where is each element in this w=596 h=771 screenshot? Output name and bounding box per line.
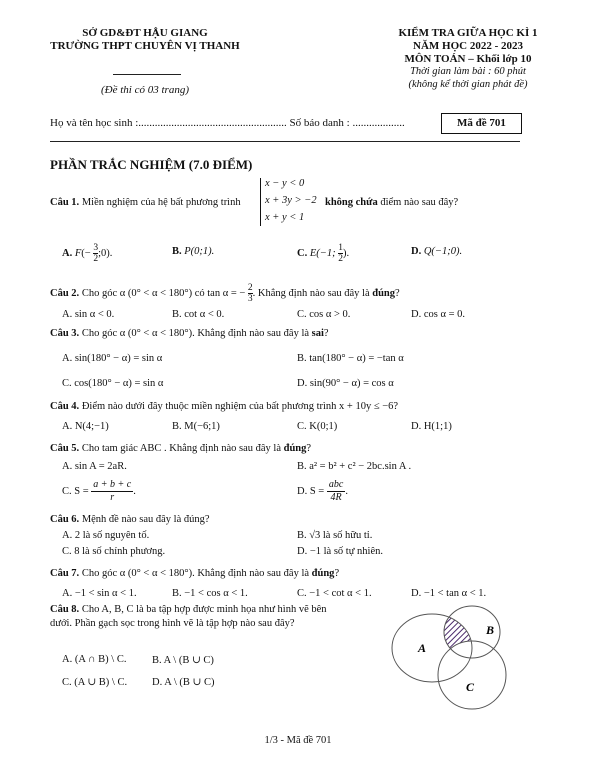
header-divider-left [113, 74, 181, 75]
q1-a-den: 2 [93, 254, 99, 264]
q1-option-b-text: P(0;1). [184, 246, 215, 257]
school-name: TRƯỜNG THPT CHUYÊN VỊ THANH [50, 40, 240, 52]
q6-number: Câu 6. [50, 514, 80, 525]
q5-c-den: r [110, 492, 115, 503]
q5-d-den: 4R [330, 492, 342, 503]
q3-option-b[interactable]: B. tan(180° − α) = −tan α [297, 353, 404, 364]
q3-number: Câu 3. [50, 328, 80, 339]
q1-ineq-2: x + 3y > −2 [265, 195, 317, 206]
q1-tail [325, 197, 458, 208]
q4-option-a[interactable]: A. N(4;−1) [62, 421, 109, 432]
page-footer: 1/3 - Mã đề 701 [264, 735, 332, 746]
q1-tail-text: điểm nào sau đây? [380, 197, 459, 208]
q5-c-num: a + b + c [93, 479, 132, 490]
subject: MÔN TOÁN – Khối lớp 10 [404, 53, 532, 65]
q4-option-b[interactable]: B. M(−6;1) [172, 421, 220, 432]
q2-bold: đúng [372, 287, 396, 299]
q4-number: Câu 4. [50, 401, 80, 412]
exam-code-box: Mã đề 701 [441, 113, 522, 134]
question-2 [50, 283, 400, 304]
q2-option-b[interactable]: B. cot α < 0. [172, 309, 225, 320]
q5-bold: đúng [283, 443, 307, 454]
q4-option-c[interactable]: C. K(0;1) [297, 421, 338, 432]
q7-number: Câu 7. [50, 568, 80, 579]
q6-text: Mệnh đề nào sau đây là đúng? [81, 514, 210, 525]
q5-number: Câu 5. [50, 443, 80, 454]
q1-option-a-pre: F [74, 247, 82, 259]
section-title: PHẦN TRẮC NGHIỆM (7.0 ĐIỂM) [50, 157, 253, 172]
q3-bold: sai [311, 328, 324, 339]
q5-option-a[interactable]: A. sin A = 2aR. [62, 461, 127, 472]
q1-a-suf: ;0). [98, 247, 113, 259]
q1-c-num: 1 [338, 243, 343, 253]
q1-ineq-1: x − y < 0 [265, 178, 305, 189]
question-4 [50, 401, 398, 412]
question-3 [50, 328, 329, 339]
q7-option-d[interactable]: D. −1 < tan α < 1. [411, 588, 487, 599]
q7-bold: đúng [311, 568, 335, 579]
q1-c-suf: ). [342, 247, 350, 259]
time-limit: Thời gian làm bài : 60 phút [410, 66, 526, 77]
q1-option-d[interactable]: D. Q(−1;0). [411, 246, 463, 257]
q1-ineq-3: x + y < 1 [265, 212, 305, 223]
q1-number: Câu 1. [50, 197, 80, 208]
time-note: (không kể thời gian phát đề) [408, 79, 528, 90]
q2-text2: . Khẳng định nào sau đây là [252, 287, 370, 299]
q1-bold: không chứa [325, 197, 378, 208]
student-info-line: Họ và tên học sinh :...................................................... Số báo danh : ................... [50, 117, 405, 129]
q8-option-b[interactable]: B. A \ (B ∪ C) [152, 655, 214, 666]
q2-end: ? [395, 287, 400, 299]
q2-num: 2 [247, 283, 253, 293]
q6-option-a[interactable]: A. 2 là số nguyên tố. [62, 530, 150, 541]
header-divider [50, 141, 520, 142]
q6-option-d[interactable]: D. −1 là số tự nhiên. [297, 546, 383, 557]
q8-text2: dưới. Phần gạch sọc trong hình vẽ là tập hợp nào sau đây? [50, 618, 295, 629]
school-year: NĂM HỌC 2022 - 2023 [413, 40, 523, 52]
q4-text: Điểm nào dưới đây thuộc miền nghiệm của bất phương trình x + 10y ≤ −6? [81, 401, 399, 412]
q7-option-b[interactable]: B. −1 < cos α < 1. [172, 588, 248, 599]
q2-option-c[interactable]: C. cos α > 0. [297, 309, 351, 320]
q7-text: Cho góc α (0° < α < 180°). Khẳng định nào sau đây là [81, 568, 310, 579]
venn-label-c: C [466, 680, 475, 694]
q7-option-a[interactable]: A. −1 < sin α < 1. [62, 588, 137, 599]
q5-option-d[interactable]: D. S = abc 4R . [297, 479, 348, 503]
q5-end: ? [306, 443, 312, 454]
venn-label-a: A [418, 641, 427, 655]
q3-option-c[interactable]: C. cos(180° − α) = sin α [62, 378, 164, 389]
venn-diagram [380, 598, 530, 720]
q1-option-b[interactable]: B. P(0;1). [172, 246, 215, 257]
q7-option-c[interactable]: C. −1 < cot α < 1. [297, 588, 372, 599]
q5-d-pre: D. S = [297, 485, 325, 497]
q3-option-d[interactable]: D. sin(90° − α) = cos α [297, 378, 394, 389]
q2-number: Câu 2. [50, 287, 80, 299]
q2-option-d[interactable]: D. cos α = 0. [411, 309, 466, 320]
q3-end: ? [323, 328, 329, 339]
q1-a-num: 3 [93, 243, 99, 253]
q5-option-c[interactable]: C. S = $\frac{a + b + c}{r}$ . [62, 479, 136, 503]
q5-d-num: abc [328, 479, 344, 490]
q3-option-a[interactable]: A. sin(180° − α) = sin α [62, 353, 163, 364]
q8-option-c[interactable]: C. (A ∪ B) \ C. [62, 677, 128, 688]
q3-text: Cho góc α (0° < α < 180°). Khẳng định nào sau đây là [81, 328, 310, 339]
exam-title: KIỂM TRA GIỮA HỌC KÌ 1 [398, 27, 538, 39]
q6-option-c[interactable]: C. 8 là số chính phương. [62, 546, 166, 557]
department: SỞ GD&ĐT HẬU GIANG [82, 27, 208, 39]
q1-option-a-key: A. [62, 247, 73, 259]
question-5 [50, 443, 311, 454]
q1-option-a[interactable]: A. F(− $\frac{3}{2}$ ;0). [62, 243, 113, 264]
q8-number: Câu 8. [50, 604, 80, 615]
q5-c-pre: C. S = [62, 485, 89, 497]
q8-text1: Cho A, B, C là ba tập hợp được minh họa như hình vẽ bên [81, 604, 327, 615]
q1-option-d-text: Q(−1;0). [423, 246, 463, 257]
question-7 [50, 568, 339, 579]
pages-note: (Đề thi có 03 trang) [101, 84, 189, 96]
q7-end: ? [334, 568, 340, 579]
q1-option-c[interactable] [297, 243, 349, 264]
q1-c-den: 2 [338, 254, 343, 264]
q1-text: Miền nghiệm của hệ bất phương trình [81, 197, 241, 208]
q1-system-brace [260, 178, 261, 226]
q2-den: 3 [247, 294, 253, 304]
question-8 [50, 604, 327, 615]
q1-option-c-pre: E(−1; [309, 247, 336, 259]
question-6 [50, 514, 210, 525]
q5-text: Cho tam giác ABC . Khẳng định nào sau đây là [81, 443, 281, 454]
q1-option-c-key: C. [297, 247, 308, 259]
question-1 [50, 197, 241, 208]
q2-option-a[interactable]: A. sin α < 0. [62, 309, 115, 320]
q6-option-b[interactable]: B. √3 là số hữu tỉ. [297, 530, 373, 541]
q5-option-b[interactable]: B. a² = b² + c² − 2bc.sin A . [297, 461, 412, 472]
q2-text1: Cho góc α (0° < α < 180°) có tan α = − [81, 287, 246, 299]
q4-option-d[interactable]: D. H(1;1) [411, 421, 452, 432]
q8-option-d[interactable]: D. A \ (B ∪ C) [152, 677, 215, 688]
q8-option-a[interactable]: A. (A ∩ B) \ C. [62, 654, 127, 665]
venn-label-b: B [486, 623, 495, 637]
